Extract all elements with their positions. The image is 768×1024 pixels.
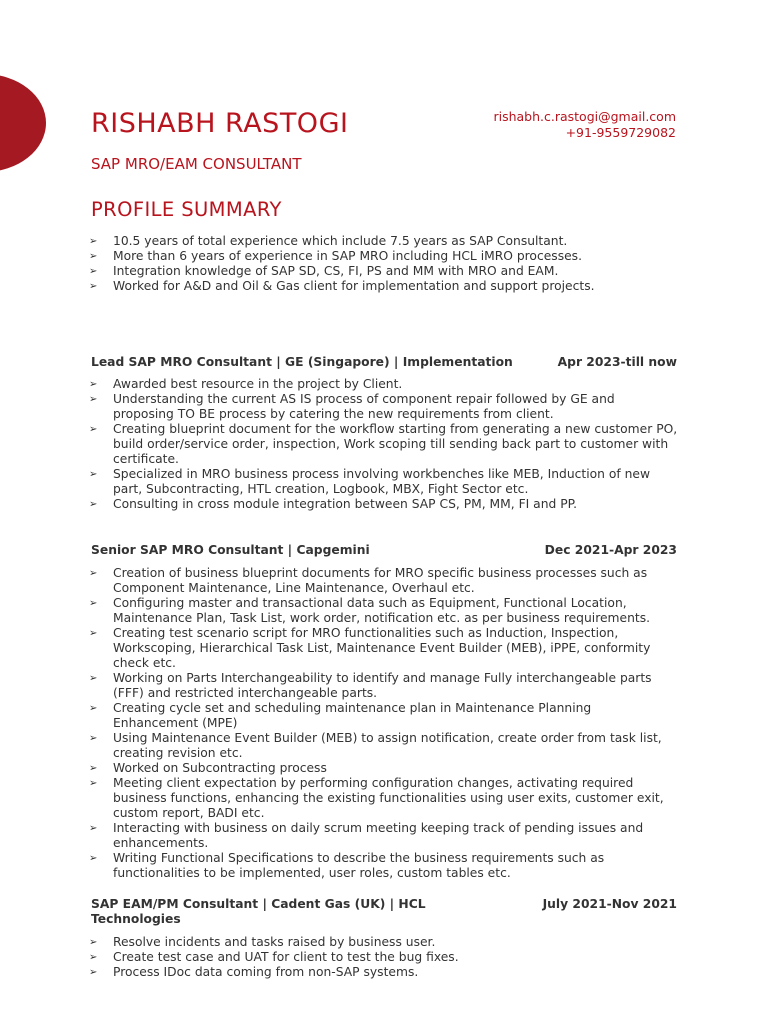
arrow-bullet-icon: ➢ — [89, 281, 98, 292]
arrow-bullet-icon: ➢ — [89, 251, 98, 262]
list-item: ➢ Create test case and UAT for client to test the bug fixes. — [89, 950, 459, 964]
job-header — [91, 355, 677, 370]
list-item: ➢ Understanding the current AS IS process of component repair followed by GE and proposing TO BE process by catering the new requirements from client. — [89, 392, 615, 421]
arrow-bullet-icon: ➢ — [89, 778, 98, 789]
list-item: ➢ More than 6 years of experience in SAP MRO including HCL iMRO processes. — [89, 249, 582, 263]
arrow-bullet-icon: ➢ — [89, 568, 98, 579]
job-title: SAP EAM/PM Consultant | Cadent Gas (UK) | HCL Technologies — [91, 897, 426, 926]
list-item: ➢ Consulting in cross module integration between SAP CS, PM, MM, FI and PP. — [89, 497, 578, 511]
list-item: ➢ Integration knowledge of SAP SD, CS, FI, PS and MM with MRO and EAM. — [89, 264, 559, 278]
profile-summary-heading: PROFILE SUMMARY — [91, 198, 282, 221]
list-item: ➢ Worked for A&D and Oil & Gas client for implementation and support projects. — [89, 279, 595, 293]
job-date: Apr 2023-till now — [557, 355, 677, 369]
arrow-bullet-icon: ➢ — [89, 937, 98, 948]
job-bullets — [89, 566, 679, 881]
arrow-bullet-icon: ➢ — [89, 673, 98, 684]
job-date: Dec 2021-Apr 2023 — [544, 543, 677, 557]
candidate-title: SAP MRO/EAM CONSULTANT — [91, 155, 302, 173]
arrow-bullet-icon: ➢ — [89, 628, 98, 639]
profile-list — [89, 234, 679, 294]
list-item: ➢ Worked on Subcontracting process — [89, 761, 327, 775]
email-link[interactable]: rishabh.c.rastogi@gmail.com — [493, 109, 676, 124]
job-date: July 2021-Nov 2021 — [542, 897, 677, 911]
arrow-bullet-icon: ➢ — [89, 379, 98, 390]
arrow-bullet-icon: ➢ — [89, 266, 98, 277]
job-bullets — [89, 377, 679, 512]
list-item: ➢ Creating cycle set and scheduling maintenance plan in Maintenance Planning Enhancement (MPE) — [89, 701, 592, 730]
arrow-bullet-icon: ➢ — [89, 469, 98, 480]
contact-block — [493, 109, 676, 141]
list-item: ➢ Using Maintenance Event Builder (MEB) to assign notification, create order from task list, creating revision etc. — [89, 731, 662, 760]
job-title: Senior SAP MRO Consultant | Capgemini — [91, 543, 370, 557]
candidate-name: RISHABH RASTOGI — [91, 108, 349, 139]
arrow-bullet-icon: ➢ — [89, 499, 98, 510]
list-item: ➢ Configuring master and transactional data such as Equipment, Functional Location, Maintenance Plan, Task List, work order, notification etc. as per business requirements. — [89, 596, 651, 625]
phone-number: +91-9559729082 — [565, 125, 676, 140]
list-item: ➢ 10.5 years of total experience which include 7.5 years as SAP Consultant. — [89, 234, 568, 248]
list-item: ➢ Creating test scenario script for MRO functionalities such as Induction, Inspection, Workscoping, Hierarchical Task List, Maintenance Event Builder (MEB), iPPE, conformity check etc. — [89, 626, 651, 670]
list-item: ➢ Writing Functional Specifications to describe the business requirements such as functionalities to be implemented, user roles, custom tables etc. — [89, 851, 605, 880]
job-bullets — [89, 935, 679, 980]
list-item: ➢ Process IDoc data coming from non-SAP systems. — [89, 965, 419, 979]
list-item: ➢ Working on Parts Interchangeability to identify and manage Fully interchangeable parts (FFF) and restricted interchangeable parts. — [89, 671, 652, 700]
list-item: ➢ Resolve incidents and tasks raised by business user. — [89, 935, 436, 949]
list-item: ➢ Creation of business blueprint documents for MRO specific business processes such as Component Maintenance, Line Maintenance, Overhaul etc. — [89, 566, 648, 595]
list-item: ➢ Specialized in MRO business process involving workbenches like MEB, Induction of new part, Subcontracting, HTL creation, Logbook, MBX, Fight Sector etc. — [89, 467, 651, 496]
arrow-bullet-icon: ➢ — [89, 424, 98, 435]
arrow-bullet-icon: ➢ — [89, 598, 98, 609]
job-title: Lead SAP MRO Consultant | GE (Singapore) | Implementation — [91, 355, 513, 369]
job-header — [91, 897, 677, 927]
arrow-bullet-icon: ➢ — [89, 703, 98, 714]
decorative-circle — [0, 74, 46, 172]
arrow-bullet-icon: ➢ — [89, 853, 98, 864]
job-header — [91, 543, 677, 558]
list-item: ➢ Meeting client expectation by performing configuration changes, activating required business functions, enhancing the existing functionalities using user exits, customer exit, custom report, BADI etc. — [89, 776, 664, 820]
list-item: ➢ Creating blueprint document for the workflow starting from generating a new customer PO, build order/service order, inspection, Work scoping till sending back part to customer with certificate. — [89, 422, 678, 466]
arrow-bullet-icon: ➢ — [89, 733, 98, 744]
arrow-bullet-icon: ➢ — [89, 967, 98, 978]
arrow-bullet-icon: ➢ — [89, 394, 98, 405]
arrow-bullet-icon: ➢ — [89, 823, 98, 834]
list-item: ➢ Interacting with business on daily scrum meeting keeping track of pending issues and enhancements. — [89, 821, 644, 850]
arrow-bullet-icon: ➢ — [89, 952, 98, 963]
list-item: ➢ Awarded best resource in the project by Client. — [89, 377, 403, 391]
arrow-bullet-icon: ➢ — [89, 763, 98, 774]
arrow-bullet-icon: ➢ — [89, 236, 98, 247]
